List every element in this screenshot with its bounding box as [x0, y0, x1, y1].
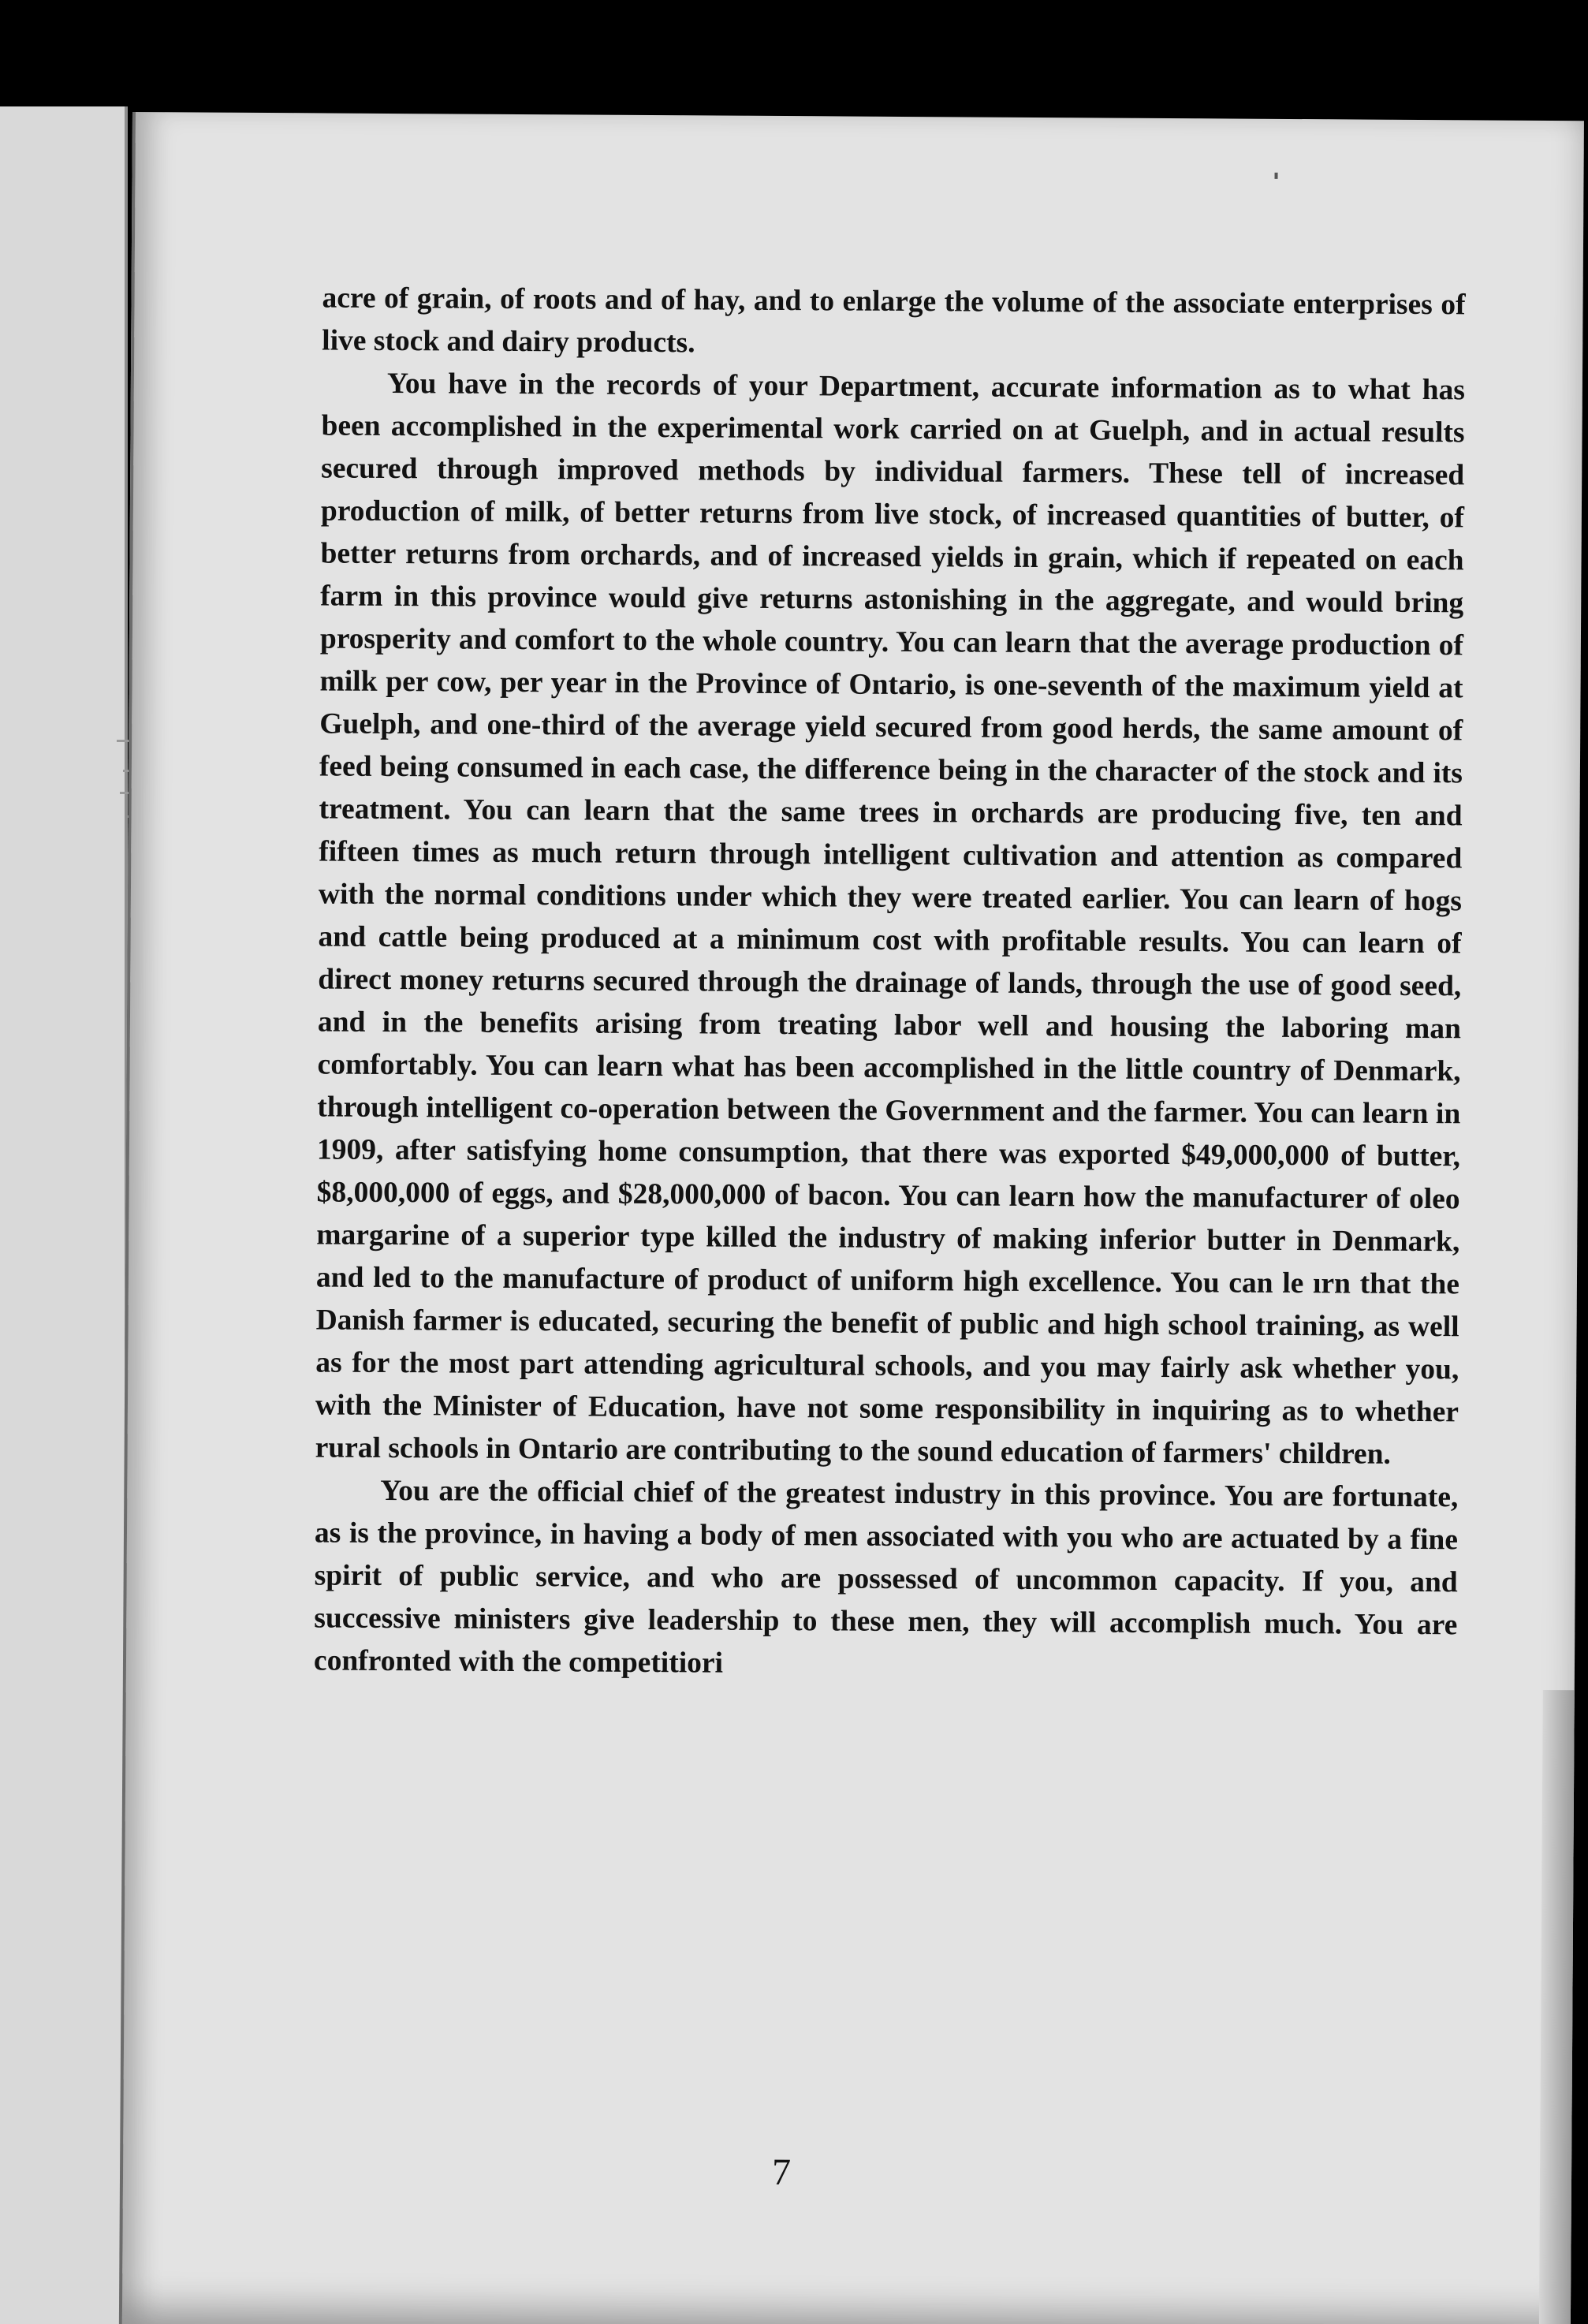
- paragraph-department-records: You have in the records of your Department, accurate information as to what has been accomplished in the experimental work carried on at Guelph, and in actual results secured through improved methods by individual farmers. These tell of increased production of milk, of better returns from live stock, of increased quantities of butter, of better returns from orchards, and of increased yields in grain, which if repeated on each farm in this province would give returns astonishing in the aggregate, and would bring prosperity and comfort to the whole country. You can learn that the average production of milk per cow, per year in the Province of Ontario, is one-seventh of the maximum yield at Guelph, and one-third of the average yield secured from good herds, the same amount of feed being consumed in each case, the difference being in the character of the stock and its treatment. You can learn that the same trees in orchards are producing five, ten and fifteen times as much return through intelligent cultivation and attention as compared with the normal conditions under which they were treated earlier. You can learn of hogs and cattle being produced at a minimum cost with profitable results. You can learn of direct money returns secured through the drainage of lands, through the use of good seed, and in the benefits arising from treating labor well and housing the laboring man comfortably. You can learn what has been accomplished in the little country of Denmark, through intelligent co-operation between the Government and the farmer. You can learn in 1909, after satisfying home consumption, that there was exported $49,000,000 of butter, $8,000,000 of eggs, and $28,000,000 of bacon. You can learn how the manufacturer of oleo margarine of a superior type killed the industry of making inferior butter in Denmark, and led to the manufacture of product of uniform high excellence. You can le ırn that the Danish farmer is educated, securing the benefit of public and high school training, as well as for the most part attending agricultural schools, and you may fairly ask whether you, with the Minister of Education, have not some responsibility in inquiring as to whether rural schools in Ontario are contributing to the sound education of farmers' children.: [315, 367, 1466, 1471]
- body-text: [314, 277, 1466, 1689]
- page-number: 7: [771, 2151, 792, 2194]
- book-page: [119, 112, 1584, 2324]
- paragraph-official-chief: You are the official chief of the greatest industry in this province. You are fortunate, as is the province, in having a body of men associated with you who are actuated by a fine spirit of public service, and who are possessed of uncommon capacity. If you, and successive ministers give leadership to these men, they will accomplish much. You are confronted with the competitiori: [313, 1474, 1459, 1680]
- page-edge-shadow: [1539, 1690, 1575, 2324]
- paragraph-continued: acre of grain, of roots and of hay, and to enlarge the volume of the associate enterprises of live stock and dairy products.: [322, 282, 1466, 360]
- left-page-edge: [0, 106, 128, 2324]
- page-speck: [1275, 173, 1278, 179]
